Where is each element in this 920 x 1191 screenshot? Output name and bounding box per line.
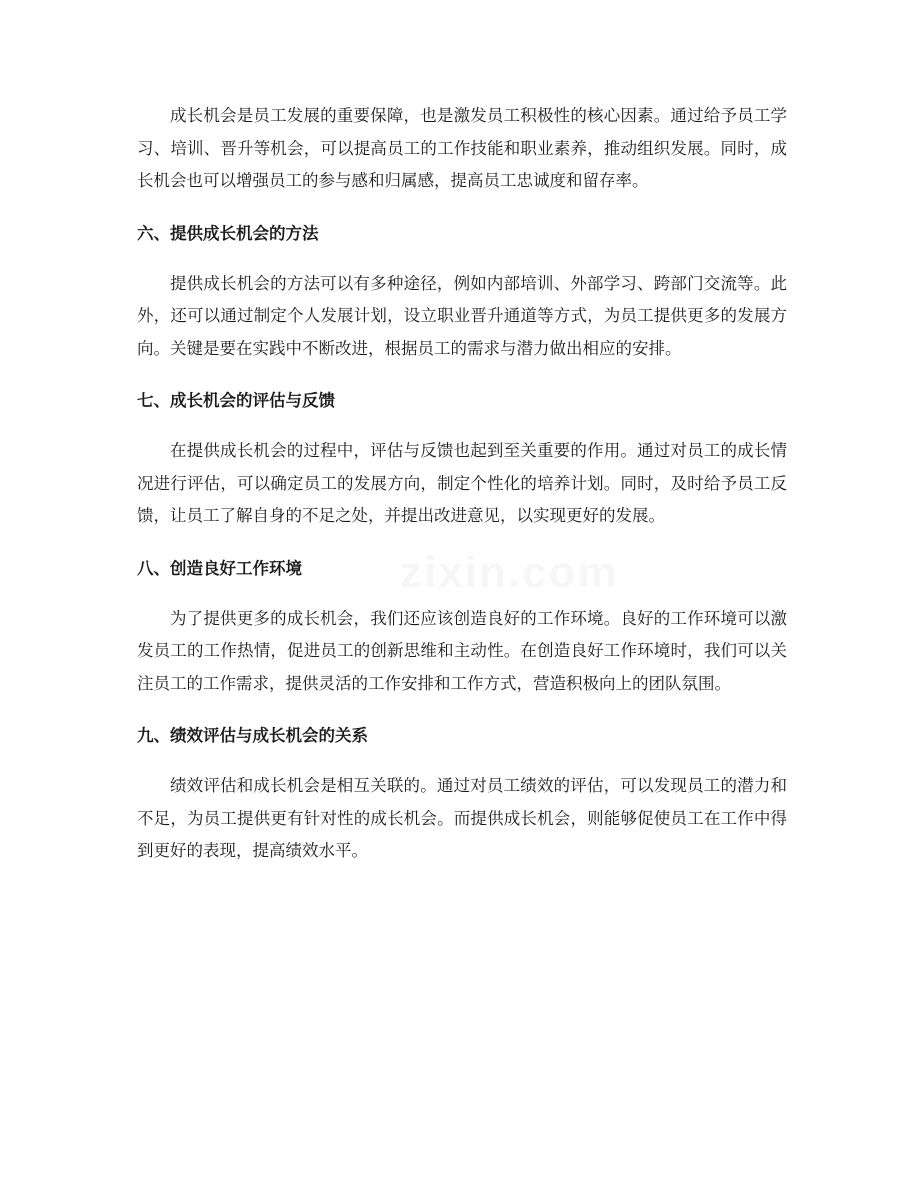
paragraph-section-6: 提供成长机会的方法可以有多种途径，例如内部培训、外部学习、跨部门交流等。此外，还可以通过制定个人发展计划，设立职业晋升通道等方式，为员工提供更多的发展方向。关键是要在实践中不断改进，根据员工的需求与潜力做出相应的安排。 xyxy=(137,273,787,358)
section-heading-6: 六、提供成长机会的方法 xyxy=(137,223,319,243)
paragraph-intro: 成长机会是员工发展的重要保障，也是激发员工积极性的核心因素。通过给予员工学习、培训、晋升等机会，可以提高员工的工作技能和职业素养，推动组织发展。同时，成长机会也可以增强员工的参与感和归属感，提高员工忠诚度和留存率。 xyxy=(137,106,787,190)
paragraph-section-7: 在提供成长机会的过程中，评估与反馈也起到至关重要的作用。通过对员工的成长情况进行评估，可以确定员工的发展方向，制定个性化的培养计划。同时，及时给予员工反馈，让员工了解自身的不足之处，并提出改进意见，以实现更好的发展。 xyxy=(137,441,787,525)
section-heading-8: 八、创造良好工作环境 xyxy=(137,558,302,578)
section-heading-7: 七、成长机会的评估与反馈 xyxy=(137,391,335,410)
paragraph-section-8: 为了提供更多的成长机会，我们还应该创造良好的工作环境。良好的工作环境可以激发员工的工作热情，促进员工的创新思维和主动性。在创造良好工作环境时，我们可以关注员工的工作需求，提供灵活的工作安排和工作方式，营造积极向上的团队氛围。 xyxy=(137,608,787,693)
document-body xyxy=(137,100,787,868)
paragraph-section-9: 绩效评估和成长机会是相互关联的。通过对员工绩效的评估，可以发现员工的潜力和不足，为员工提供更有针对性的成长机会。而提供成长机会，则能够促使员工在工作中得到更好的表现，提高绩效水平。 xyxy=(137,776,787,860)
section-heading-9: 九、绩效评估与成长机会的关系 xyxy=(137,726,368,745)
